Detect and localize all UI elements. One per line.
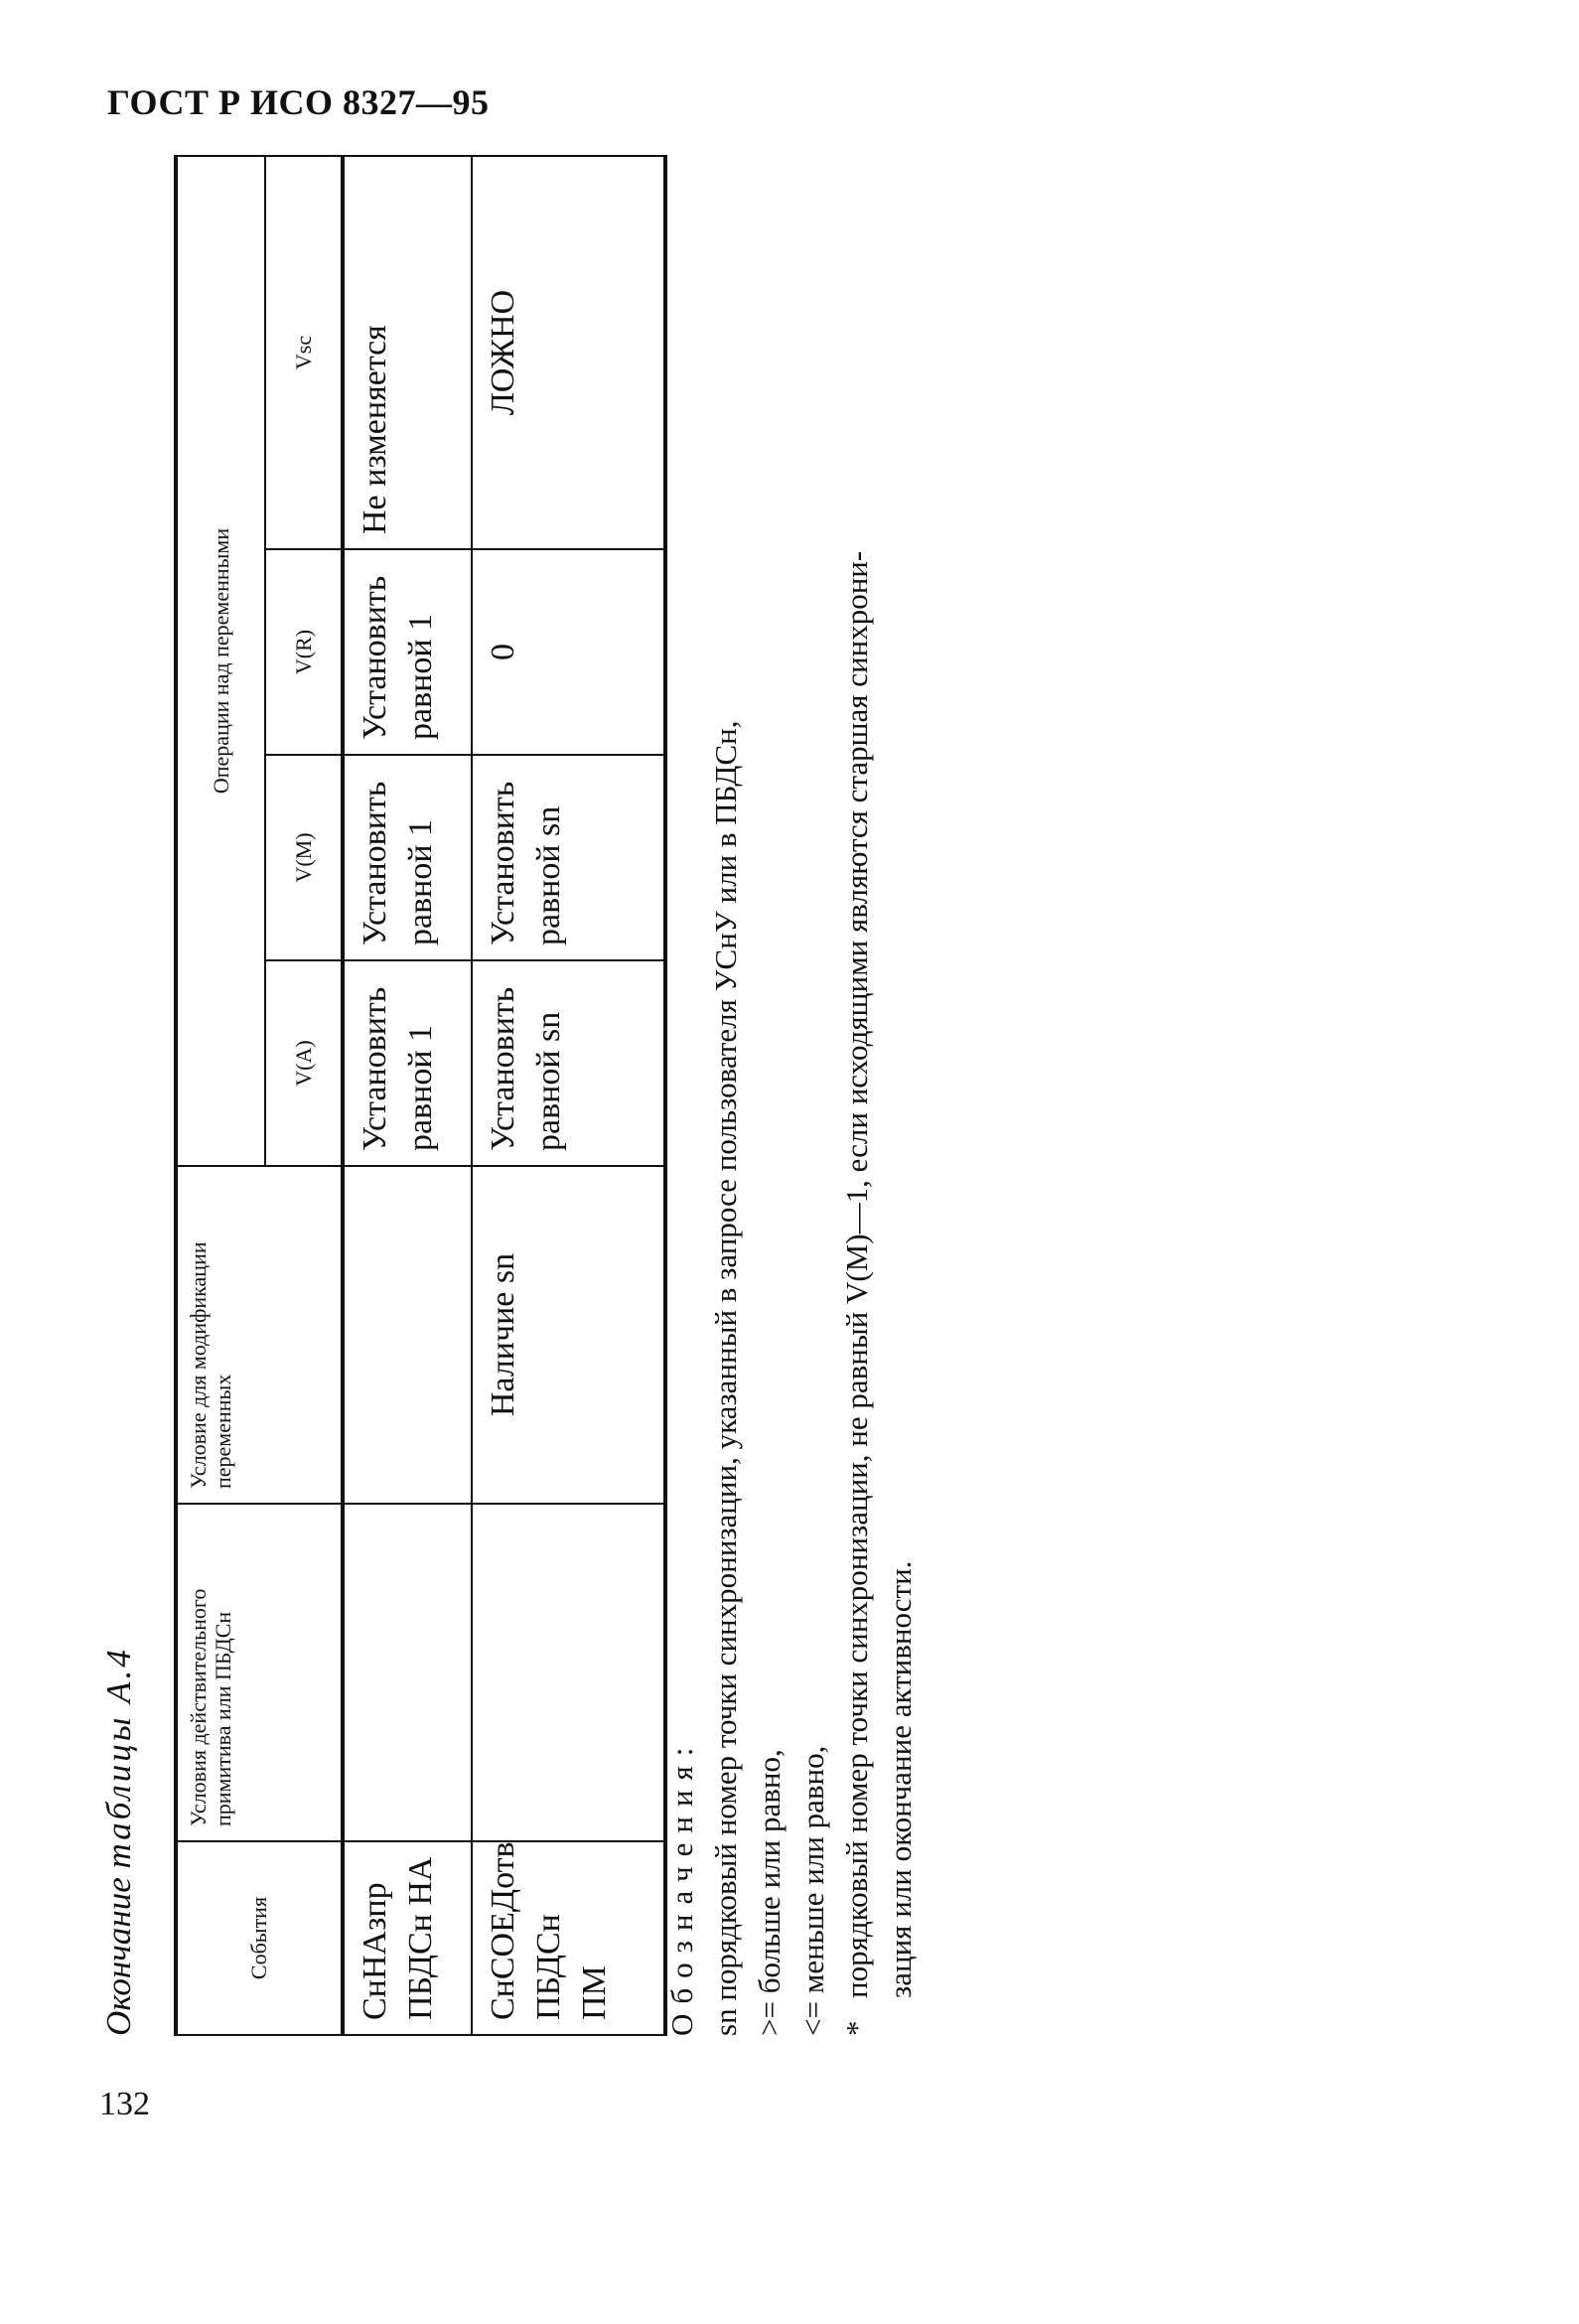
cell-cond-valid [472,1504,665,1841]
table-row [472,156,665,2035]
header-events: События [176,1841,343,2035]
table-row [343,156,472,2035]
legend-star-text: порядковый номер точки синхронизации, не равный V(M)—1, если исходящими являются старшая синхрони- [839,550,875,1998]
cell-event: СнСОЕДотв ПБДСн ПМ [472,1841,665,2035]
caption-word: Окончание [99,1877,138,2036]
cell-cond-modify: Наличие sn [472,1166,665,1504]
header-condition-modify: Условие для модификации переменных [176,1166,343,1504]
legend-line: <= меньше или равно, [795,1745,831,2036]
cell-va: Установить равной sn [472,960,665,1166]
header-vr: V(R) [265,549,343,755]
page-number: 132 [99,2086,150,2122]
cell-vm: Установить равной 1 [343,755,472,960]
table-caption [99,1647,139,2036]
header-operations: Операции над переменными [176,156,265,1166]
cell-vsc: ЛОЖНО [472,156,665,549]
header-conditions-valid: Условия действительного примитива или ПБДСн [176,1504,343,1841]
cell-cond-modify [343,1166,472,1504]
legend-title: Обозначения: [664,1737,699,2036]
cell-vr: Установить равной 1 [343,549,472,755]
header-row-1 [176,156,265,2035]
header-va: V(A) [265,960,343,1166]
cell-va: Установить равной 1 [343,960,472,1166]
document-header: ГОСТ Р ИСО 8327—95 [107,82,490,122]
legend [660,159,923,2036]
variables-table [174,155,667,2036]
cell-vsc: Не изменяется [343,156,472,549]
legend-star-line [835,159,879,2036]
legend-line: >= больше или равно, [752,1749,788,2036]
legend-line: sn порядковый номер точки синхронизации, указанный в запросе пользователя УСнУ или в ПБДСн, [708,720,744,2036]
cell-vr: 0 [472,549,665,755]
rotated-content [89,164,933,2091]
cell-event: СнНАзпр ПБДСн НА [343,1841,472,2035]
header-vsc: Vsc [265,156,343,549]
cell-vm: Установить равной sn [472,755,665,960]
header-vm: V(M) [265,755,343,960]
asterisk-mark: * [839,2020,875,2036]
caption-table-ref: таблицы А.4 [99,1647,138,1869]
cell-cond-valid [343,1504,472,1841]
legend-star-text-cont: зация или окончание активности. [883,1560,919,1998]
